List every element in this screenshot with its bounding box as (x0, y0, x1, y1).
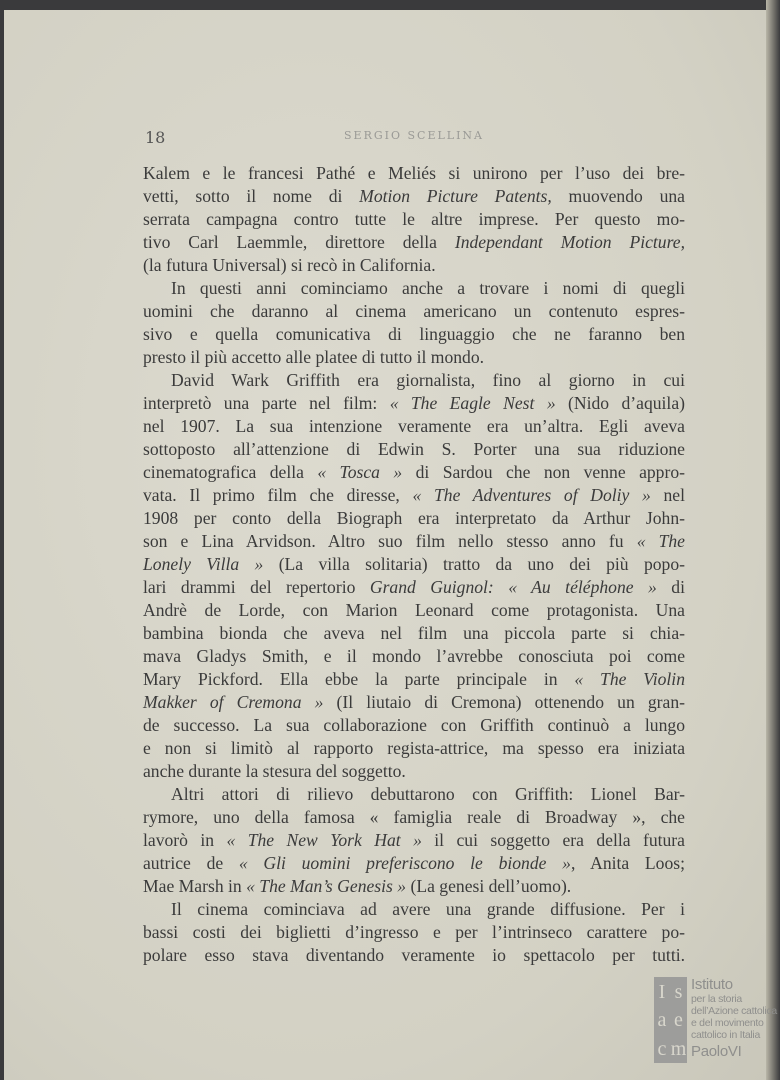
text-segment: lavorò in (143, 830, 227, 850)
logo-letter: e (674, 1009, 683, 1031)
logo-line: per la storia (691, 993, 742, 1005)
text-line (143, 553, 685, 576)
italic-title-text: « The New York Hat » (226, 830, 422, 850)
text-segment: e non si limitò al rapporto regista-attrice, ma spesso era iniziata (143, 738, 685, 758)
logo-letter: c (657, 1037, 667, 1060)
italic-title-text: « The Adventures of Doliy » (412, 485, 651, 505)
text-segment: (La villa solitaria) tratto da uno dei più popo- (263, 554, 685, 574)
text-segment: anche durante la stesura del soggetto. (143, 761, 406, 781)
text-segment: Mary Pickford. Ella ebbe la parte principale in (143, 669, 575, 689)
text-line (143, 507, 685, 530)
text-segment: (Nido d’aquila) (555, 393, 685, 413)
text-line (143, 921, 685, 944)
logo-letter: s (674, 980, 683, 1003)
text-segment: mava Gladys Smith, e il mondo l’avrebbe conosciuta poi come (143, 646, 685, 666)
text-line (143, 668, 685, 691)
text-segment: (La genesi dell’uomo). (406, 876, 572, 896)
text-line (143, 254, 685, 277)
text-segment: Kalem e le francesi Pathé e Meliés si unirono per l’uso dei bre- (143, 163, 685, 183)
text-line (143, 875, 685, 898)
text-segment: il cui soggetto era della futura (421, 830, 685, 850)
text-segment: (Il liutaio di Cremona) ottenendo un gran- (323, 692, 685, 712)
text-line (143, 898, 685, 921)
logo-line: dell’Azione cattolica (691, 1005, 777, 1017)
text-line (143, 783, 685, 806)
italic-title-text: « The Violin (574, 669, 685, 689)
text-line (143, 484, 685, 507)
text-segment: Altri attori di rilievo debuttarono con Griffith: Lionel Bar- (171, 784, 685, 804)
text-line (143, 185, 685, 208)
text-segment: autrice de (143, 853, 239, 873)
logo-line: e del movimento (691, 1017, 764, 1029)
text-line (143, 576, 685, 599)
text-line (143, 369, 685, 392)
text-segment: di (656, 577, 685, 597)
text-segment: , Anita Loos; (570, 853, 686, 873)
text-segment: vetti, sotto il nome di (143, 186, 360, 206)
text-line (143, 829, 685, 852)
text-segment: son e Lina Arvidson. Altro suo film nello stesso anno fu (143, 531, 637, 551)
text-segment: tivo Carl Laemmle, direttore della (143, 232, 455, 252)
text-line (143, 530, 685, 553)
italic-title-text: « The (636, 531, 685, 551)
text-line (143, 599, 685, 622)
text-segment: vata. Il primo film che diresse, (143, 485, 413, 505)
text-segment: (la futura Universal) si recò in California. (143, 255, 436, 275)
logo-monogram (654, 977, 687, 1063)
italic-title-text: « The Eagle Nest » (389, 393, 556, 413)
text-line (143, 392, 685, 415)
text-line (143, 760, 685, 783)
text-line (143, 231, 685, 254)
italic-title-text: Grand Guignol: « Au téléphone » (369, 577, 657, 597)
text-segment: David Wark Griffith era giornalista, fino al giorno in cui (171, 370, 685, 390)
text-line (143, 645, 685, 668)
text-line (143, 737, 685, 760)
text-line (143, 277, 685, 300)
book-page (4, 10, 766, 1080)
text-line (143, 806, 685, 829)
text-line (143, 622, 685, 645)
text-segment: muovendo una (551, 186, 685, 206)
italic-title-text: Motion Picture Patents, (359, 186, 552, 206)
text-line (143, 852, 685, 875)
logo-line: cattolico in Italia (691, 1029, 761, 1041)
text-line (143, 208, 685, 231)
text-segment: bambina bionda che aveva nel film una piccola parte si chia- (143, 623, 685, 643)
text-line (143, 323, 685, 346)
italic-title-text: « Tosca » (317, 462, 403, 482)
text-segment: bassi costi dei biglietti d’ingresso e per l’intrinseco carattere po- (143, 922, 685, 942)
italic-title-text: « The Man’s Genesis » (246, 876, 407, 896)
italic-title-text: Makker of Cremona » (143, 692, 324, 712)
italic-title-text: Independant Motion Picture, (454, 232, 685, 252)
italic-title-text: « Gli uomini preferiscono le bionde » (238, 853, 571, 873)
logo-paolovi: PaoloVI (691, 1043, 742, 1060)
logo-title: Istituto (691, 976, 733, 993)
text-segment: Mae Marsh in (143, 876, 247, 896)
page-number: 18 (145, 128, 166, 147)
text-segment: di Sardou che non venne appro- (402, 462, 685, 482)
text-line (143, 438, 685, 461)
text-segment: nel (650, 485, 685, 505)
logo-letter: m (670, 1037, 687, 1060)
logo-letter: a (657, 1009, 667, 1031)
italic-title-text: Lonely Villa » (143, 554, 264, 574)
text-segment: de successo. La sua collaborazione con Griffith continuò a lungo (143, 715, 685, 735)
text-segment: rymore, uno della famosa « famiglia reale di Broadway », che (143, 807, 685, 827)
text-segment: interpretò una parte nel film: (143, 393, 390, 413)
text-line (143, 346, 685, 369)
text-segment: In questi anni cominciamo anche a trovare i nomi di quegli (171, 278, 685, 298)
text-segment: uomini che daranno al cinema americano un contenuto espres- (143, 301, 685, 321)
text-segment: sivo e quella comunicativa di linguaggio che ne faranno ben (143, 324, 685, 344)
text-segment: sottoposto all’attenzione di Edwin S. Porter una sua riduzione (143, 439, 685, 459)
text-line (143, 461, 685, 484)
body-text (143, 162, 685, 967)
text-line (143, 691, 685, 714)
text-segment: presto il più accetto alle platee di tutto il mondo. (143, 347, 485, 367)
text-segment: polare esso stava diventando veramente io spettacolo per tutti. (143, 945, 685, 965)
text-line (143, 300, 685, 323)
text-segment: cinematografica della (143, 462, 318, 482)
text-segment: lari drammi del repertorio (143, 577, 370, 597)
isacem-watermark-logo (654, 975, 779, 1067)
logo-letter: I (658, 980, 666, 1003)
page-edge (766, 0, 780, 1080)
text-segment: Il cinema cominciava ad avere una grande diffusione. Per i (171, 899, 685, 919)
text-segment: Andrè de Lorde, con Marion Leonard come protagonista. Una (143, 600, 685, 620)
running-head: SERGIO SCELLINA (344, 129, 484, 142)
text-segment: 1908 per conto della Biograph era interpretato da Arthur John- (143, 508, 685, 528)
text-segment: serrata campagna contro tutte le altre imprese. Per questo mo- (143, 209, 685, 229)
text-line (143, 162, 685, 185)
text-line (143, 415, 685, 438)
text-line (143, 944, 685, 967)
text-segment: nel 1907. La sua intenzione veramente era un’altra. Egli aveva (143, 416, 685, 436)
text-line (143, 714, 685, 737)
